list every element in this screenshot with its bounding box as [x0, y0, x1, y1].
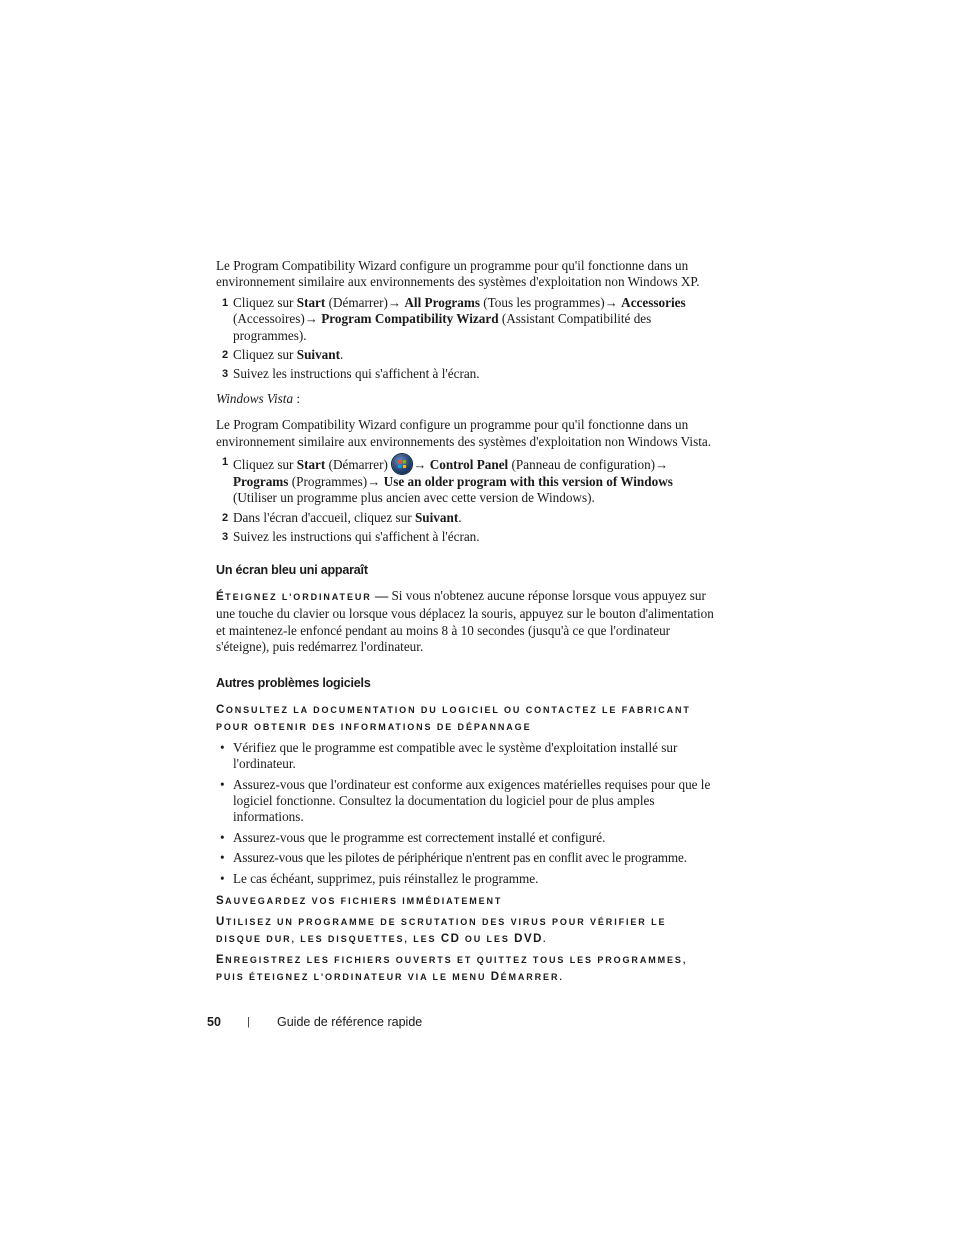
- footer-title: Guide de référence rapide: [277, 1015, 423, 1029]
- list-item: • Vérifiez que le programme est compatible avec le système d'exploitation installé sur l'ordinateur.: [216, 740, 716, 773]
- virus-heading: UTILISEZ UN PROGRAMME DE SCRUTATION DES VIRUS POUR VÉRIFIER LE DISQUE DUR, LES DISQUETTES, LES CD OU LES DVD.: [216, 915, 667, 945]
- vista-step-3: 3 Suivez les instructions qui s'affichent à l'écran.: [222, 529, 480, 545]
- xp-step-1: 1 Cliquez sur Start (Démarrer)→ All Programs (Tous les programmes)→ Accessories (Accessoires)→ Program Compatibility Wizard (Assistant Compatibilité des programmes).: [222, 294, 686, 343]
- consult-heading: CONSULTEZ LA DOCUMENTATION DU LOGICIEL OU CONTACTEZ LE FABRICANT POUR OBTENIR DES INFORMATIONS DE DÉPANNAGE: [216, 703, 691, 732]
- xp-steps: [216, 295, 716, 383]
- xp-step-2: 2 Cliquez sur Suivant.: [222, 347, 344, 363]
- other-problems-heading: Autres problèmes logiciels: [216, 676, 371, 691]
- list-item: • Assurez-vous que le programme est correctement installé et configuré.: [216, 830, 716, 846]
- troubleshoot-list: [216, 740, 716, 887]
- list-item: • Le cas échéant, supprimez, puis réinstallez le programme.: [216, 871, 716, 887]
- page-number: 50: [207, 1015, 221, 1029]
- vista-label: Windows Vista :: [216, 390, 301, 406]
- vista-steps: [216, 454, 716, 546]
- windows-start-icon: [392, 454, 412, 474]
- save-heading: SAUVEGARDEZ VOS FICHIERS IMMÉDIATEMENT: [216, 894, 503, 907]
- page-content: [216, 258, 716, 990]
- vista-step-2: 2 Dans l'écran d'accueil, cliquez sur Suivant.: [222, 509, 462, 525]
- xp-step-3: 3 Suivez les instructions qui s'affichent à l'écran.: [222, 366, 480, 382]
- list-item: • Assurez-vous que l'ordinateur est conforme aux exigences matérielles requises pour que le logiciel fonctionne. Consultez la documentation du logiciel pour de plus amples informations.: [216, 777, 716, 826]
- page-footer: [207, 1015, 422, 1029]
- vista-intro: Le Program Compatibility Wizard configure un programme pour qu'il fonctionne dans un environnement similaire aux environnements des systèmes d'exploitation non Windows Vista.: [216, 417, 712, 449]
- vista-step-1: 1 Cliquez sur Start (Démarrer) → Control Panel (Panneau de configuration)→ Programs (Programmes)→ Use an older program with this version of Windows (Utiliser un programme plus ancien avec cette version de Windows).: [222, 456, 673, 506]
- xp-intro: Le Program Compatibility Wizard configure un programme pour qu'il fonctionne dans un environnement similaire aux environnements des systèmes d'exploitation non Windows XP.: [216, 258, 700, 290]
- blue-screen-heading: Un écran bleu uni apparaît: [216, 562, 368, 577]
- list-item: • Assurez-vous que les pilotes de périphérique n'entrent pas en conflit avec le programme.: [216, 850, 716, 866]
- blue-screen-paragraph: ÉTEIGNEZ L'ORDINATEUR — Si vous n'obtenez aucune réponse lorsque vous appuyez sur une touche du clavier ou lorsque vous déplacez la souris, appuyez sur le bouton d'alimentation et maintenez-le enfoncé pendant au moins 8 à 10 secondes (jusqu'à ce que l'ordinateur s'éteigne), puis redémarrez l'ordinateur.: [216, 588, 714, 654]
- footer-separator: |: [247, 1016, 250, 1028]
- record-heading: ENREGISTREZ LES FICHIERS OUVERTS ET QUITTEZ TOUS LES PROGRAMMES, PUIS ÉTEIGNEZ L'ORDINATEUR VIA LE MENU DÉMARRER.: [216, 953, 688, 983]
